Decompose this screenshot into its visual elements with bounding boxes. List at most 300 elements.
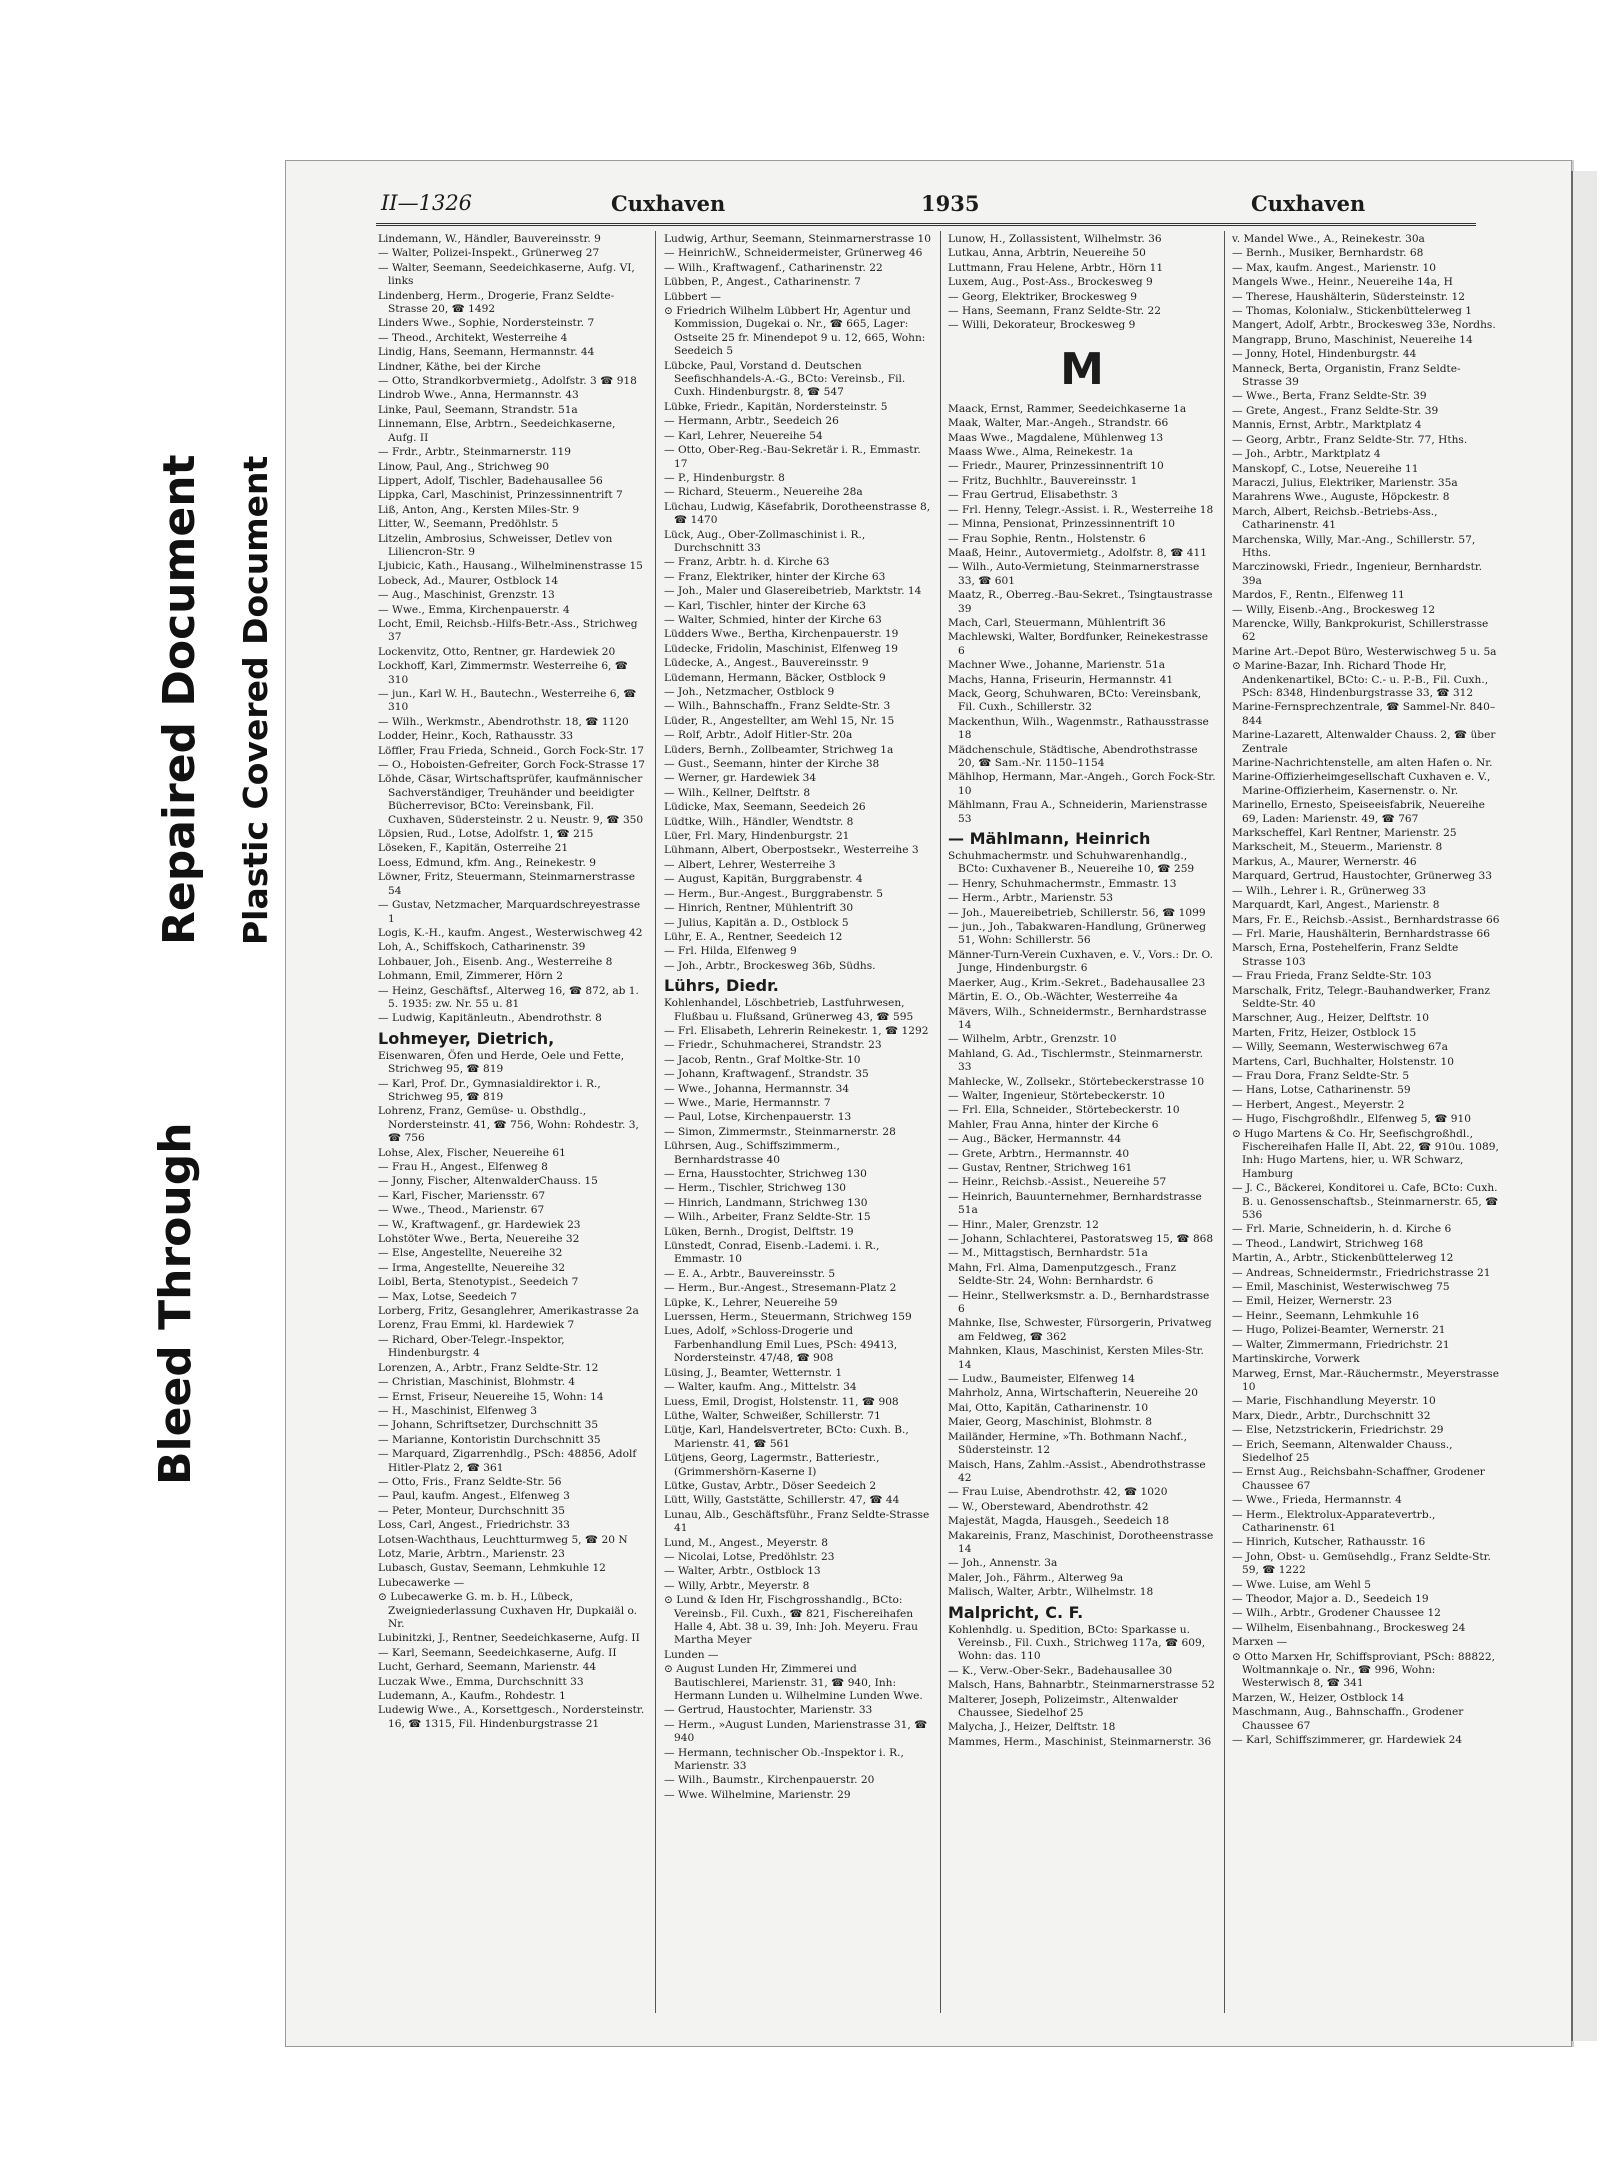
directory-entry: Kohlenhandel, Löschbetrieb, Lastfuhrwesen, Flußbau u. Flußsand, Grünerweg 43, ☎ 595 xyxy=(664,997,914,1023)
directory-entry: Lunow, H., Zollassistent, Wilhelmstr. 36 xyxy=(948,233,1162,245)
directory-entry: Lüdemann, Hermann, Bäcker, Ostblock 9 xyxy=(664,671,886,684)
directory-entry: Luczak Wwe., Emma, Durchschnitt 33 xyxy=(378,1675,584,1688)
directory-entry: Löhde, Cäsar, Wirtschaftsprüfer, kaufmännischer Sachverständiger, Treuhänder und beeidigter Bücherrevisor, BCto: Vereinsbank, Fil. Cuxhaven, Südersteinstr. 2 u. Neustr. 9, ☎ 350 xyxy=(378,773,644,826)
directory-entry: Lotz, Marie, Arbtrn., Marienstr. 23 xyxy=(378,1547,565,1560)
directory-entry: — Wilh., Bahnschaffn., Franz Seldte-Str. 3 xyxy=(664,700,891,713)
directory-entry: Märtin, E. O., Ob.-Wächter, Westerreihe 4a xyxy=(948,991,1178,1004)
directory-entry: Markus, A., Maurer, Wernerstr. 46 xyxy=(1232,855,1417,868)
directory-entry: — Wilh., Arbtr., Grodener Chaussee 12 xyxy=(1232,1607,1441,1620)
directory-entry: Marine-Nachrichtenstelle, am alten Hafen o. Nr. xyxy=(1232,757,1493,770)
directory-entry: Lühr, E. A., Rentner, Seedeich 12 xyxy=(664,930,843,943)
directory-entry: — Gertrud, Haustochter, Marienstr. 33 xyxy=(664,1704,873,1717)
directory-entry: ⊙ Friedrich Wilhelm Lübbert Hr, Agentur und Kommission, Dugekai o. Nr., ☎ 665, Lager: Ostseite 25 fr. Minendepot 9 u. 12, 665, Wohn: Seedeich 5 xyxy=(664,305,926,358)
directory-entry: Manneck, Berta, Organistin, Franz Seldte-Strasse 39 xyxy=(1232,362,1461,389)
directory-entry: Schuhmachermstr. und Schuhwarenhandlg., BCto: Cuxhavener B., Neuereihe 10, ☎ 259 xyxy=(948,850,1195,876)
directory-entry: — Nicolai, Lotse, Predöhlstr. 23 xyxy=(664,1550,835,1563)
directory-entry: — Wwe., Theod., Marienstr. 67 xyxy=(378,1204,545,1217)
directory-entry: — Wilh., Kellner, Delftstr. 8 xyxy=(664,786,811,799)
directory-entry: — Richard, Steuerm., Neuereihe 28a xyxy=(664,486,863,499)
directory-entry: Lubinitzki, J., Rentner, Seedeichkaserne, Aufg. II xyxy=(378,1632,640,1645)
directory-entry: Marahrens Wwe., Auguste, Höpckestr. 8 xyxy=(1232,491,1450,504)
directory-column-1 xyxy=(378,233,646,2013)
directory-entry: — Simon, Zimmermstr., Steinmarnerstr. 28 xyxy=(664,1125,896,1138)
directory-entry: Lührsen, Aug., Schiffszimmerm., Bernhardstrasse 40 xyxy=(664,1140,840,1166)
directory-entry: — Heinz, Geschäftsf., Alterweg 16, ☎ 872, ab 1. 5. 1935: zw. Nr. 55 u. 81 xyxy=(378,984,639,1010)
directory-entry: — O., Hoboisten-Gefreiter, Gorch Fock-Strasse 17 xyxy=(378,759,645,772)
directory-entry: Mai, Otto, Kapitän, Catharinenstr. 10 xyxy=(948,1401,1149,1414)
directory-entry: — Frau H., Angest., Elfenweg 8 xyxy=(378,1161,548,1173)
directory-entry: — Herm., »August Lunden, Marienstrasse 31, ☎ 940 xyxy=(664,1718,928,1745)
directory-entry: — Hermann, Arbtr., Seedeich 26 xyxy=(664,415,839,428)
directory-entry: — Gustav, Netzmacher, Marquardschreyestrasse 1 xyxy=(378,899,641,925)
directory-entry: Maaß, Heinr., Autovermietg., Adolfstr. 8, ☎ 411 xyxy=(948,546,1207,559)
directory-entry: — August, Kapitän, Burggrabenstr. 4 xyxy=(664,873,863,886)
directory-entry: Mahnken, Klaus, Maschinist, Kersten Miles-Str. 14 xyxy=(948,1345,1204,1371)
directory-entry: Lund, M., Angest., Meyerstr. 8 xyxy=(664,1536,828,1549)
directory-entry: Marine-Offizierheimgesellschaft Cuxhaven e. V., Marine-Offizierheim, Kasernenstr. o. Nr. xyxy=(1232,771,1491,797)
directory-entry: Linow, Paul, Ang., Strichweg 90 xyxy=(378,460,550,473)
directory-entry: — Theod., Architekt, Westerreihe 4 xyxy=(378,331,568,344)
directory-entry: Marquard, Gertrud, Haustochter, Grünerweg 33 xyxy=(1232,870,1493,883)
directory-entry: Maas Wwe., Magdalene, Mühlenweg 13 xyxy=(948,431,1164,444)
directory-entry: Marencke, Willy, Bankprokurist, Schillerstrasse 62 xyxy=(1232,617,1489,644)
directory-entry: Machs, Hanna, Friseurin, Hermannstr. 41 xyxy=(948,673,1174,686)
directory-entry: Lippert, Adolf, Tischler, Badehausallee 56 xyxy=(378,474,603,487)
directory-entry: Lüders, Bernh., Zollbeamter, Strichweg 1a xyxy=(664,743,894,756)
directory-entry: — Herm., Elektrolux-Apparatevertrb., Catharinenstr. 61 xyxy=(1232,1508,1436,1534)
directory-entry: — Minna, Pensionat, Prinzessinnentrift 10 xyxy=(948,518,1175,531)
directory-entry: Loess, Edmund, kfm. Ang., Reinekestr. 9 xyxy=(378,856,596,869)
directory-entry: — Wilhelm, Eisenbahnang., Brockesweg 24 xyxy=(1232,1621,1466,1634)
directory-entry: Malsch, Hans, Bahnarbtr., Steinmarnerstrasse 52 xyxy=(948,1679,1215,1692)
directory-entry: Maass Wwe., Alma, Reinekestr. 1a xyxy=(948,446,1133,459)
directory-entry: Ludewig Wwe., A., Korsettgesch., Nordersteinstr. 16, ☎ 1315, Fil. Hindenburgstrasse 21 xyxy=(378,1704,645,1730)
directory-entry: — Hans, Seemann, Franz Seldte-Str. 22 xyxy=(948,305,1161,318)
directory-entry: Maack, Ernst, Rammer, Seedeichkaserne 1a xyxy=(948,402,1187,415)
directory-entry: — Grete, Angest., Franz Seldte-Str. 39 xyxy=(1232,404,1439,417)
directory-entry: Mangert, Adolf, Arbtr., Brockesweg 33e, Nordhs. xyxy=(1232,319,1496,332)
directory-entry: Löpsien, Rud., Lotse, Adolfstr. 1, ☎ 215 xyxy=(378,828,594,841)
directory-entry: — Georg, Elektriker, Brockesweg 9 xyxy=(948,290,1138,303)
directory-entry: — Marquard, Zigarrenhdlg., PSch: 48856, Adolf Hitler-Platz 2, ☎ 361 xyxy=(378,1448,637,1474)
directory-entry: Lütjens, Georg, Lagermstr., Batteriestr., (Grimmershörn-Kaserne I) xyxy=(664,1452,880,1478)
directory-entry: — Aug., Bäcker, Hermannstr. 44 xyxy=(948,1133,1122,1146)
directory-entry: — Karl, Schiffszimmerer, gr. Hardewiek 24 xyxy=(1232,1734,1463,1747)
directory-entry: Mangels Wwe., Heinr., Neuereihe 14a, H xyxy=(1232,276,1453,289)
directory-entry: — Wwe., Johanna, Hermannstr. 34 xyxy=(664,1082,850,1095)
directory-entry: — Heinr., Stellwerksmstr. a. D., Bernhardstrasse 6 xyxy=(948,1289,1210,1316)
directory-column-4 xyxy=(1232,233,1500,2013)
directory-entry: — P., Hindenburgstr. 8 xyxy=(664,471,785,484)
directory-entry: Lippka, Carl, Maschinist, Prinzessinnentrift 7 xyxy=(378,489,623,502)
directory-entry: — Herm., Bur.-Angest., Stresemann-Platz 2 xyxy=(664,1282,897,1295)
directory-entry: Mammes, Herm., Maschinist, Steinmarnerstr. 36 xyxy=(948,1735,1212,1748)
directory-entry: Lindig, Hans, Seemann, Hermannstr. 44 xyxy=(378,346,595,359)
directory-entry: Lüdecke, Fridolin, Maschinist, Elfenweg 19 xyxy=(664,642,899,655)
directory-entry: — Hinrich, Rentner, Mühlentrift 30 xyxy=(664,902,854,915)
directory-entry: Malterer, Joseph, Polizeimstr., Altenwalder Chaussee, Siedelhof 25 xyxy=(948,1693,1178,1719)
directory-entry: — Frl. Marie, Haushälterin, Bernhardstrasse 66 xyxy=(1232,927,1490,940)
directory-entry: Maatz, R., Oberreg.-Bau-Sekret., Tsingtaustrasse 39 xyxy=(948,589,1213,615)
directory-entry: — John, Obst- u. Gemüsehdlg., Franz Seldte-Str. 59, ☎ 1222 xyxy=(1232,1550,1491,1577)
directory-entry: Lorenzen, A., Arbtr., Franz Seldte-Str. 12 xyxy=(378,1361,599,1374)
directory-entry: Marquardt, Karl, Angest., Marienstr. 8 xyxy=(1232,899,1440,912)
directory-entry: Lues, Adolf, »Schloss-Drogerie und Farbenhandlung Emil Lues, PSch: 49413, Nordersteinstr. 47/48, ☎ 908 xyxy=(664,1325,898,1365)
directory-entry: — Wwe. Luise, am Wehl 5 xyxy=(1232,1578,1371,1591)
directory-entry: — Ernst Aug., Reichsbahn-Schaffner, Grodener Chaussee 67 xyxy=(1232,1466,1485,1492)
directory-entry: — Willy, Eisenb.-Ang., Brockesweg 12 xyxy=(1232,603,1436,616)
directory-entry: — Therese, Haushälterin, Südersteinstr. 12 xyxy=(1232,290,1465,303)
directory-entry: — Wilh., Arbeiter, Franz Seldte-Str. 15 xyxy=(664,1211,871,1224)
directory-entry: — Frau Gertrud, Elisabethstr. 3 xyxy=(948,489,1118,502)
directory-entry: Lüdders Wwe., Bertha, Kirchenpauerstr. 19 xyxy=(664,628,899,641)
directory-entry: Mählmann, Frau A., Schneiderin, Marienstrasse 53 xyxy=(948,799,1208,825)
directory-entry: Maler, Joh., Fährm., Alterweg 9a xyxy=(948,1571,1124,1584)
directory-entry: ⊙ Marine-Bazar, Inh. Richard Thode Hr, Andenkenartikel, BCto: C.- u. P.-B., Fil. Cuxh., PSch: 8348, Hindenburgstrasse 33, ☎ 312 xyxy=(1232,660,1489,699)
directory-entry: Luxem, Aug., Post-Ass., Brockesweg 9 xyxy=(948,276,1153,289)
side-label-plastic: Plastic Covered Document xyxy=(236,455,275,945)
directory-column-2 xyxy=(664,233,932,2013)
directory-entry: — Else, Netzstrickerin, Friedrichstr. 29 xyxy=(1232,1424,1444,1437)
directory-entry: — Frl. Elisabeth, Lehrerin Reinekestr. 1, ☎ 1292 xyxy=(664,1024,929,1037)
header-right-city: Cuxhaven xyxy=(1251,191,1366,216)
directory-entry: Mackenthun, Wilh., Wagenmstr., Rathausstrasse 18 xyxy=(948,715,1209,742)
directory-entry: — Walter, Zimmermann, Friedrichstr. 21 xyxy=(1232,1338,1450,1351)
directory-entry: Mars, Fr. E., Reichsb.-Assist., Bernhardstrasse 66 xyxy=(1232,913,1500,926)
directory-entry: Markscheffel, Karl Rentner, Marienstr. 25 xyxy=(1232,827,1457,840)
directory-entry: Ludemann, A., Kaufm., Rohdestr. 1 xyxy=(378,1690,566,1703)
directory-entry-highlight: Lührs, Diedr. xyxy=(664,976,779,996)
directory-entry: Marschner, Aug., Heizer, Delftstr. 10 xyxy=(1232,1012,1430,1025)
directory-entry: — Marianne, Kontoristin Durchschnitt 35 xyxy=(378,1433,601,1446)
directory-entry: Mack, Georg, Schuhwaren, BCto: Vereinsbank, Fil. Cuxh., Schillerstr. 32 xyxy=(948,687,1202,714)
directory-entry: — Hinrich, Landmann, Strichweg 130 xyxy=(664,1196,868,1209)
directory-entry: Lutkau, Anna, Arbtrin, Neuereihe 50 xyxy=(948,247,1146,260)
directory-entry: Martin, A., Arbtr., Stickenbüttelerweg 12 xyxy=(1232,1252,1454,1265)
directory-entry: — Karl, Prof. Dr., Gymnasialdirektor i. R., Strichweg 95, ☎ 819 xyxy=(378,1077,601,1103)
directory-entry: Maak, Walter, Mar.-Angeh., Strandstr. 66 xyxy=(948,417,1169,430)
header-rule xyxy=(376,223,1476,226)
directory-entry: Lohmann, Emil, Zimmerer, Hörn 2 xyxy=(378,970,563,983)
directory-entry: Marsch, Erna, Postehelferin, Franz Seldte Strasse 103 xyxy=(1232,942,1459,968)
directory-entry: Lohstöter Wwe., Berta, Neuereihe 32 xyxy=(378,1233,580,1246)
directory-entry: — Theod., Landwirt, Strichweg 168 xyxy=(1232,1237,1424,1250)
directory-entry: — Walter, Seemann, Seedeichkaserne, Aufg. VI, links xyxy=(378,261,635,288)
directory-entry: — K., Verw.-Ober-Sekr., Badehausallee 30 xyxy=(948,1664,1173,1677)
directory-entry: Lohse, Alex, Fischer, Neuereihe 61 xyxy=(378,1146,566,1159)
directory-entry: Mahlecke, W., Zollsekr., Störtebeckerstrasse 10 xyxy=(948,1075,1205,1088)
directory-entry: — Wilh., Kraftwagenf., Catharinenstr. 22 xyxy=(664,261,883,274)
directory-entry: Mannis, Ernst, Arbtr., Marktplatz 4 xyxy=(1232,419,1422,432)
directory-entry: — Herbert, Angest., Meyerstr. 2 xyxy=(1232,1098,1405,1111)
directory-entry: — Herm., Arbtr., Marienstr. 53 xyxy=(948,892,1113,905)
directory-entry: Marweg, Ernst, Mar.-Räuchermstr., Meyerstrasse 10 xyxy=(1232,1367,1499,1393)
directory-entry: — Joh., Arbtr., Brockesweg 36b, Südhs. xyxy=(664,959,876,972)
directory-entry: — Gustav, Rentner, Strichweg 161 xyxy=(948,1161,1133,1174)
directory-entry: — Rolf, Arbtr., Adolf Hitler-Str. 20a xyxy=(664,729,853,742)
header-page-number: II—1326 xyxy=(381,191,473,215)
directory-entry: Litzelin, Ambrosius, Schweisser, Detlev von Liliencron-Str. 9 xyxy=(378,532,613,558)
side-label-bleed-through: Bleed Through xyxy=(150,1122,201,1485)
directory-entry: — jun., Karl W. H., Bautechn., Westerreihe 6, ☎ 310 xyxy=(378,688,637,714)
directory-entry: Lübke, Friedr., Kapitän, Nordersteinstr. 5 xyxy=(664,400,888,413)
directory-entry: — Frau Luise, Abendrothstr. 42, ☎ 1020 xyxy=(948,1486,1168,1499)
directory-entry: — Emil, Maschinist, Westerwischweg 75 xyxy=(1232,1281,1450,1294)
directory-entry: Lunden — xyxy=(664,1648,719,1661)
header-year: 1935 xyxy=(921,191,980,216)
directory-entry: Marczinowski, Friedr., Ingenieur, Bernhardstr. 39a xyxy=(1232,561,1483,587)
directory-entry: — Willi, Dekorateur, Brockesweg 9 xyxy=(948,319,1136,332)
column-rule xyxy=(940,231,941,2013)
directory-entry: Lindrob Wwe., Anna, Hermannstr. 43 xyxy=(378,389,579,402)
directory-entry: ⊙ Otto Marxen Hr, Schiffsproviant, PSch: 88822, Woltmannkaje o. Nr., ☎ 996, Wohn: Westerwisch 8, ☎ 341 xyxy=(1232,1650,1495,1690)
directory-entry: Lüder, R., Angestellter, am Wehl 15, Nr. 15 xyxy=(664,714,895,727)
directory-entry: Lüken, Bernh., Drogist, Delftstr. 19 xyxy=(664,1225,854,1238)
page-spine xyxy=(1571,171,1597,2041)
directory-entry: — Karl, Seemann, Seedeichkaserne, Aufg. II xyxy=(378,1646,617,1659)
column-rule xyxy=(1224,231,1225,2013)
directory-entry: — Hans, Lotse, Catharinenstr. 59 xyxy=(1232,1084,1411,1097)
directory-entry: — Else, Angestellte, Neuereihe 32 xyxy=(378,1247,563,1260)
directory-entry: — Walter, Polizei-Inspekt., Grünerweg 27 xyxy=(378,247,600,260)
directory-entry: Lübcke, Paul, Vorstand d. Deutschen Seefischhandels-A.-G., BCto: Vereinsb., Fil. Cuxh. Hindenburgstr. 8, ☎ 547 xyxy=(664,359,906,399)
directory-entry: Mahn, Frl. Alma, Damenputzgesch., Franz Seldte-Str. 24, Wohn: Bernhardstr. 6 xyxy=(948,1261,1177,1288)
directory-entry: — Theodor, Major a. D., Seedeich 19 xyxy=(1232,1593,1429,1605)
directory-entry: — Ernst, Friseur, Neuereihe 15, Wohn: 14 xyxy=(378,1390,604,1403)
directory-entry: Maraczi, Julius, Elektriker, Marienstr. 35a xyxy=(1232,476,1458,489)
directory-entry: Lütt, Willy, Gaststätte, Schillerstr. 47, ☎ 44 xyxy=(664,1494,900,1507)
directory-entry: — Heinr., Seemann, Lehmkuhle 16 xyxy=(1232,1309,1419,1322)
directory-entry: — Willy, Arbtr., Meyerstr. 8 xyxy=(664,1579,810,1592)
directory-entry: — Irma, Angestellte, Neuereihe 32 xyxy=(378,1261,566,1274)
directory-entry: — W., Kraftwagenf., gr. Hardewiek 23 xyxy=(378,1218,581,1231)
directory-entry: — Grete, Arbtrn., Hermannstr. 40 xyxy=(948,1147,1130,1160)
directory-entry: — Johann, Schlachterei, Pastoratsweg 15, ☎ 868 xyxy=(948,1233,1214,1245)
directory-entry: — jun., Joh., Tabakwaren-Handlung, Grünerweg 51, Wohn: Schillerstr. 56 xyxy=(948,921,1207,947)
directory-entry: Ljubicic, Kath., Hausang., Wilhelminenstrasse 15 xyxy=(378,560,643,573)
directory-entry: — Walter, Schmied, hinter der Kirche 63 xyxy=(664,613,882,626)
directory-entry: Maisch, Hans, Zahlm.-Assist., Abendrothstrasse 42 xyxy=(948,1458,1206,1484)
directory-entry: ⊙ Lund & Iden Hr, Fischgrosshandlg., BCto: Vereinsb., Fil. Cuxh., ☎ 821, Fischereihafen Halle 4, Abt. 38 u. 39, Inh: Joh. Meyeru. Frau Martha Meyer xyxy=(664,1594,918,1647)
directory-entry: Liß, Anton, Ang., Kersten Miles-Str. 9 xyxy=(378,503,580,516)
directory-entry: — Emil, Heizer, Wernerstr. 23 xyxy=(1232,1295,1392,1308)
directory-entry: Lodder, Heinr., Koch, Rathausstr. 33 xyxy=(378,730,574,743)
directory-entry: — Karl, Fischer, Mariensstr. 67 xyxy=(378,1189,546,1202)
directory-entry: Lobeck, Ad., Maurer, Ostblock 14 xyxy=(378,574,559,587)
directory-entry: Lockenvitz, Otto, Rentner, gr. Hardewiek 20 xyxy=(378,645,616,658)
directory-entry: Männer-Turn-Verein Cuxhaven, e. V., Vors.: Dr. O. Junge, Hindenburgstr. 6 xyxy=(948,948,1213,975)
directory-entry: — HeinrichW., Schneidermeister, Grünerweg 46 xyxy=(664,247,923,260)
directory-entry: — Frl. Henny, Telegr.-Assist. i. R., Westerreihe 18 xyxy=(948,503,1214,516)
directory-entry: Lotsen-Wachthaus, Leuchtturmweg 5, ☎ 20 N xyxy=(378,1533,628,1546)
directory-entry: — Joh., Maler und Glasereibetrieb, Marktstr. 14 xyxy=(664,585,922,598)
directory-entry: — Frdr., Arbtr., Steinmarnerstr. 119 xyxy=(378,446,572,459)
directory-entry: — Marie, Fischhandlung Meyerstr. 10 xyxy=(1232,1395,1436,1408)
directory-entry: Lorberg, Fritz, Gesanglehrer, Amerikastrasse 2a xyxy=(378,1305,639,1318)
directory-entry: — Hugo, Fischgroßhdlr., Elfenweg 5, ☎ 910 xyxy=(1232,1113,1472,1126)
directory-entry: — Paul, kaufm. Angest., Elfenweg 3 xyxy=(378,1490,570,1503)
directory-entry: — Joh., Annenstr. 3a xyxy=(948,1557,1058,1570)
directory-entry: Lindenberg, Herm., Drogerie, Franz Seldte-Strasse 20, ☎ 1492 xyxy=(378,289,615,316)
directory-entry: — Heinrich, Bauunternehmer, Bernhardstrasse 51a xyxy=(948,1190,1202,1217)
directory-entry: Mailänder, Hermine, »Th. Bothmann Nachf., Südersteinstr. 12 xyxy=(948,1430,1187,1457)
directory-entry: Marine-Lazarett, Altenwalder Chauss. 2, ☎ über Zentrale xyxy=(1232,729,1496,755)
header-left-city: Cuxhaven xyxy=(611,191,726,216)
directory-entry: Löseken, F., Kapitän, Osterreihe 21 xyxy=(378,842,569,855)
directory-entry: — Wwe., Emma, Kirchenpauerstr. 4 xyxy=(378,603,570,616)
directory-entry: — Hinrich, Kutscher, Rathausstr. 16 xyxy=(1232,1536,1426,1549)
directory-entry: — Erna, Hausstochter, Strichweg 130 xyxy=(664,1168,867,1180)
directory-entry: Mävers, Wilh., Schneidermstr., Bernhardstrasse 14 xyxy=(948,1005,1207,1031)
directory-entry: Lüpke, K., Lehrer, Neuereihe 59 xyxy=(664,1296,838,1309)
directory-entry: — W., Obersteward, Abendrothstr. 42 xyxy=(948,1500,1149,1513)
directory-entry: Mach, Carl, Steuermann, Mühlentrift 36 xyxy=(948,616,1166,629)
directory-entry: Malisch, Walter, Arbtr., Wilhelmstr. 18 xyxy=(948,1586,1154,1599)
directory-entry: — J. C., Bäckerei, Konditorei u. Cafe, BCto: Cuxh. B. u. Genossenschaftsb., Steinmarnerstr. 65, ☎ 536 xyxy=(1232,1182,1499,1222)
directory-entry: — Friedr., Schuhmacherei, Strandstr. 23 xyxy=(664,1039,882,1052)
directory-entry: — Max, kaufm. Angest., Marienstr. 10 xyxy=(1232,261,1436,274)
directory-entry: — Willy, Seemann, Westerwischweg 67a xyxy=(1232,1041,1448,1054)
directory-entry: — Hinr., Maler, Grenzstr. 12 xyxy=(948,1218,1099,1231)
directory-entry: Marzen, W., Heizer, Ostblock 14 xyxy=(1232,1691,1405,1704)
directory-entry: Machlewski, Walter, Bordfunker, Reinekestrasse 6 xyxy=(948,631,1208,657)
directory-entry: Maerker, Aug., Krim.-Sekret., Badehausallee 23 xyxy=(948,976,1206,989)
directory-entry: — Julius, Kapitän a. D., Ostblock 5 xyxy=(664,916,849,929)
directory-entry: Lück, Aug., Ober-Zollmaschinist i. R., Durchschnitt 33 xyxy=(664,528,866,554)
directory-entry: Marschalk, Fritz, Telegr.-Bauhandwerker, Franz Seldte-Str. 40 xyxy=(1232,984,1490,1010)
scanned-page xyxy=(285,160,1572,2047)
directory-entry: — Richard, Ober-Telegr.-Inspektor, Hindenburgstr. 4 xyxy=(378,1333,565,1360)
directory-entry: Lorenz, Frau Emmi, kl. Hardewiek 7 xyxy=(378,1319,575,1332)
directory-entry: Lüdicke, Max, Seemann, Seedeich 26 xyxy=(664,801,866,814)
directory-entry: — Fritz, Buchhltr., Bauvereinsstr. 1 xyxy=(948,474,1138,487)
directory-entry: Luttmann, Frau Helene, Arbtr., Hörn 11 xyxy=(948,261,1164,274)
directory-entry: — Erich, Seemann, Altenwalder Chauss., Siedelhof 25 xyxy=(1232,1438,1453,1464)
directory-entry: Lüdecke, A., Angest., Bauvereinsstr. 9 xyxy=(664,657,869,670)
directory-entry: — Franz, Arbtr. h. d. Kirche 63 xyxy=(664,556,830,569)
directory-entry: Lohrenz, Franz, Gemüse- u. Obsthdlg., Nordersteinstr. 41, ☎ 756, Wohn: Rohdestr. 3, ☎ 756 xyxy=(378,1105,639,1145)
directory-entry: — Wilh., Werkmstr., Abendrothstr. 18, ☎ 1120 xyxy=(378,715,629,728)
directory-entry: Marchenska, Willy, Mar.-Ang., Schillerstr. 57, Hths. xyxy=(1232,533,1476,559)
directory-entry: Mahnke, Ilse, Schwester, Fürsorgerin, Privatweg am Feldweg, ☎ 362 xyxy=(948,1317,1212,1343)
directory-entry: Mardos, F., Rentn., Elfenweg 11 xyxy=(1232,589,1405,602)
directory-entry: Lindemann, W., Händler, Bauvereinsstr. 9 xyxy=(378,233,601,245)
directory-entry: Lüchau, Ludwig, Käsefabrik, Dorotheenstrasse 8, ☎ 1470 xyxy=(664,500,931,527)
directory-entry: — Ludwig, Kapitänleutn., Abendrothstr. 8 xyxy=(378,1012,602,1025)
directory-entry: Lindner, Käthe, bei der Kirche xyxy=(378,360,541,373)
directory-entry: March, Albert, Reichsb.-Betriebs-Ass., Catharinenstr. 41 xyxy=(1232,505,1438,532)
directory-entry: Machner Wwe., Johanne, Marienstr. 51a xyxy=(948,659,1166,672)
directory-entry: Mahler, Frau Anna, hinter der Kirche 6 xyxy=(948,1118,1159,1131)
directory-entry: Lüthe, Walter, Schweißer, Schillerstr. 71 xyxy=(664,1409,881,1422)
directory-entry: Mahland, G. Ad., Tischlermstr., Steinmarnerstr. 33 xyxy=(948,1047,1204,1074)
directory-entry: — Franz, Elektriker, hinter der Kirche 63 xyxy=(664,570,886,583)
directory-entry: Lubecawerke — xyxy=(378,1576,465,1589)
directory-entry: Kohlenhdlg. u. Spedition, BCto: Sparkasse u. Vereinsb., Fil. Cuxh., Strichweg 117a, ☎ 609, Wohn: das. 110 xyxy=(948,1623,1206,1663)
directory-entry: — Wwe., Marie, Hermannstr. 7 xyxy=(664,1096,831,1109)
directory-entry: — Herm., Tischler, Strichweg 130 xyxy=(664,1182,847,1195)
directory-entry: v. Mandel Wwe., A., Reinekestr. 30a xyxy=(1232,233,1425,245)
directory-entry: Linnemann, Else, Arbtrn., Seedeichkaserne, Aufg. II xyxy=(378,418,616,444)
directory-entry: ⊙ Lubecawerke G. m. b. H., Lübeck, Zweigniederlassung Cuxhaven Hr, Dupkaiäl o. Nr. xyxy=(378,1591,638,1630)
directory-entry: Lunau, Alb., Geschäftsführ., Franz Seldte-Strasse 41 xyxy=(664,1508,930,1535)
directory-entry: — Wilh., Lehrer i. R., Grünerweg 33 xyxy=(1232,884,1426,897)
directory-entry: Luerssen, Herm., Steuermann, Strichweg 159 xyxy=(664,1311,912,1324)
directory-entry: Lüsing, J., Beamter, Wetternstr. 1 xyxy=(664,1366,843,1379)
directory-entry: Logis, K.-H., kaufm. Angest., Westerwischweg 42 xyxy=(378,926,643,939)
directory-entry: Lucht, Gerhard, Seemann, Marienstr. 44 xyxy=(378,1661,597,1674)
directory-entry: Majestät, Magda, Hausgeh., Seedeich 18 xyxy=(948,1515,1170,1528)
directory-entry-highlight: Lohmeyer, Dietrich, xyxy=(378,1028,555,1048)
directory-entry: Luess, Emil, Drogist, Holstenstr. 11, ☎ 908 xyxy=(664,1395,899,1408)
directory-entry: — M., Mittagstisch, Bernhardstr. 51a xyxy=(948,1247,1148,1260)
directory-entry: Lüdtke, Wilh., Händler, Wendtstr. 8 xyxy=(664,815,854,828)
directory-entry: — Joh., Arbtr., Marktplatz 4 xyxy=(1232,448,1381,461)
directory-entry: Loh, A., Schiffskoch, Catharinenstr. 39 xyxy=(378,941,586,954)
directory-entry: — Georg, Arbtr., Franz Seldte-Str. 77, Hths. xyxy=(1232,433,1468,446)
directory-entry: — Henry, Schuhmachermstr., Emmastr. 13 xyxy=(948,877,1177,890)
directory-entry: Lohbauer, Joh., Eisenb. Ang., Westerreihe 8 xyxy=(378,955,613,968)
directory-entry: — E. A., Arbtr., Bauvereinsstr. 5 xyxy=(664,1267,836,1280)
directory-entry: Maier, Georg, Maschinist, Blohmstr. 8 xyxy=(948,1416,1153,1429)
directory-entry: Lübben, P., Angest., Catharinenstr. 7 xyxy=(664,276,861,289)
directory-entry: — Jonny, Fischer, AltenwalderChauss. 15 xyxy=(378,1175,598,1188)
section-letter: M xyxy=(1060,343,1104,395)
directory-entry: Löwner, Fritz, Steuermann, Steinmarnerstrasse 54 xyxy=(378,871,636,897)
directory-entry: Marine-Fernsprechzentrale, ☎ Sammel-Nr. 840–844 xyxy=(1232,701,1496,727)
directory-entry: — Jacob, Rentn., Graf Moltke-Str. 10 xyxy=(664,1053,861,1066)
directory-entry: Maschmann, Aug., Bahnschaffn., Grodener Chaussee 67 xyxy=(1232,1706,1464,1732)
directory-entry: Mählhop, Hermann, Mar.-Angeh., Gorch Fock-Str. 10 xyxy=(948,771,1216,797)
directory-entry: — Andreas, Schneidermstr., Friedrichstrasse 21 xyxy=(1232,1266,1491,1279)
directory-entry: Lütje, Karl, Handelsvertreter, BCto: Cuxh. B., Marienstr. 41, ☎ 561 xyxy=(664,1424,909,1450)
directory-entry: Loibl, Berta, Stenotypist., Seedeich 7 xyxy=(378,1276,579,1289)
directory-entry: Marine Art.-Depot Büro, Westerwischweg 5 u. 5a xyxy=(1232,645,1497,658)
directory-entry: — Karl, Lehrer, Neuereihe 54 xyxy=(664,429,823,442)
directory-entry: — Frl. Hilda, Elfenweg 9 xyxy=(664,945,797,958)
directory-entry: — Frau Sophie, Rentn., Holstenstr. 6 xyxy=(948,532,1146,545)
directory-entry: Linders Wwe., Sophie, Nordersteinstr. 7 xyxy=(378,317,595,330)
directory-entry: Malycha, J., Heizer, Delftstr. 18 xyxy=(948,1721,1116,1734)
directory-entry: Eisenwaren, Öfen und Herde, Oele und Fette, Strichweg 95, ☎ 819 xyxy=(378,1049,625,1076)
directory-entry-highlight: Malpricht, C. F. xyxy=(948,1602,1084,1622)
directory-entry: Mangrapp, Bruno, Maschinist, Neuereihe 14 xyxy=(1232,333,1473,346)
directory-entry: Lübbert — xyxy=(664,290,721,303)
directory-entry: Markscheit, M., Steuerm., Marienstr. 8 xyxy=(1232,841,1443,854)
directory-entry: — Friedr., Maurer, Prinzessinnentrift 10 xyxy=(948,460,1164,473)
directory-entry: Martens, Carl, Buchhalter, Holstenstr. 10 xyxy=(1232,1055,1455,1068)
directory-entry-highlight: — Mählmann, Heinrich xyxy=(948,829,1151,849)
directory-entry: — Walter, Arbtr., Ostblock 13 xyxy=(664,1565,821,1578)
directory-entry: — Otto, Fris., Franz Seldte-Str. 56 xyxy=(378,1475,562,1488)
directory-entry: Marxen — xyxy=(1232,1636,1288,1649)
directory-entry: — Wilhelm, Arbtr., Grenzstr. 10 xyxy=(948,1033,1117,1046)
directory-entry: — Thomas, Kolonialw., Stickenbüttelerweg 1 xyxy=(1232,305,1473,318)
directory-entry: — Christian, Maschinist, Blohmstr. 4 xyxy=(378,1376,576,1389)
directory-entry: Löffler, Frau Frieda, Schneid., Gorch Fock-Str. 17 xyxy=(378,744,644,757)
directory-entry: — Wwe., Berta, Franz Seldte-Str. 39 xyxy=(1232,390,1427,403)
directory-entry: — Albert, Lehrer, Westerreihe 3 xyxy=(664,858,836,871)
directory-entry: — Otto, Strandkorbvermietg., Adolfstr. 3 ☎ 918 xyxy=(378,375,637,388)
directory-entry: — Paul, Lotse, Kirchenpauerstr. 13 xyxy=(664,1111,852,1124)
directory-entry: — Werner, gr. Hardewiek 34 xyxy=(664,772,817,785)
directory-entry: ⊙ August Lunden Hr, Zimmerei und Bautischlerei, Marienstr. 31, ☎ 940, Inh: Hermann Lunden u. Wilhelmine Lunden Wwe. xyxy=(664,1663,923,1703)
directory-entry: Lüer, Frl. Mary, Hindenburgstr. 21 xyxy=(664,830,850,843)
directory-entry: — Joh., Mauereibetrieb, Schillerstr. 56, ☎ 1099 xyxy=(948,906,1206,919)
directory-entry: — Wwe., Frieda, Hermannstr. 4 xyxy=(1232,1494,1402,1507)
directory-entry: Martinskirche, Vorwerk xyxy=(1232,1353,1360,1366)
directory-entry: — Heinr., Reichsb.-Assist., Neuereihe 57 xyxy=(948,1176,1167,1189)
